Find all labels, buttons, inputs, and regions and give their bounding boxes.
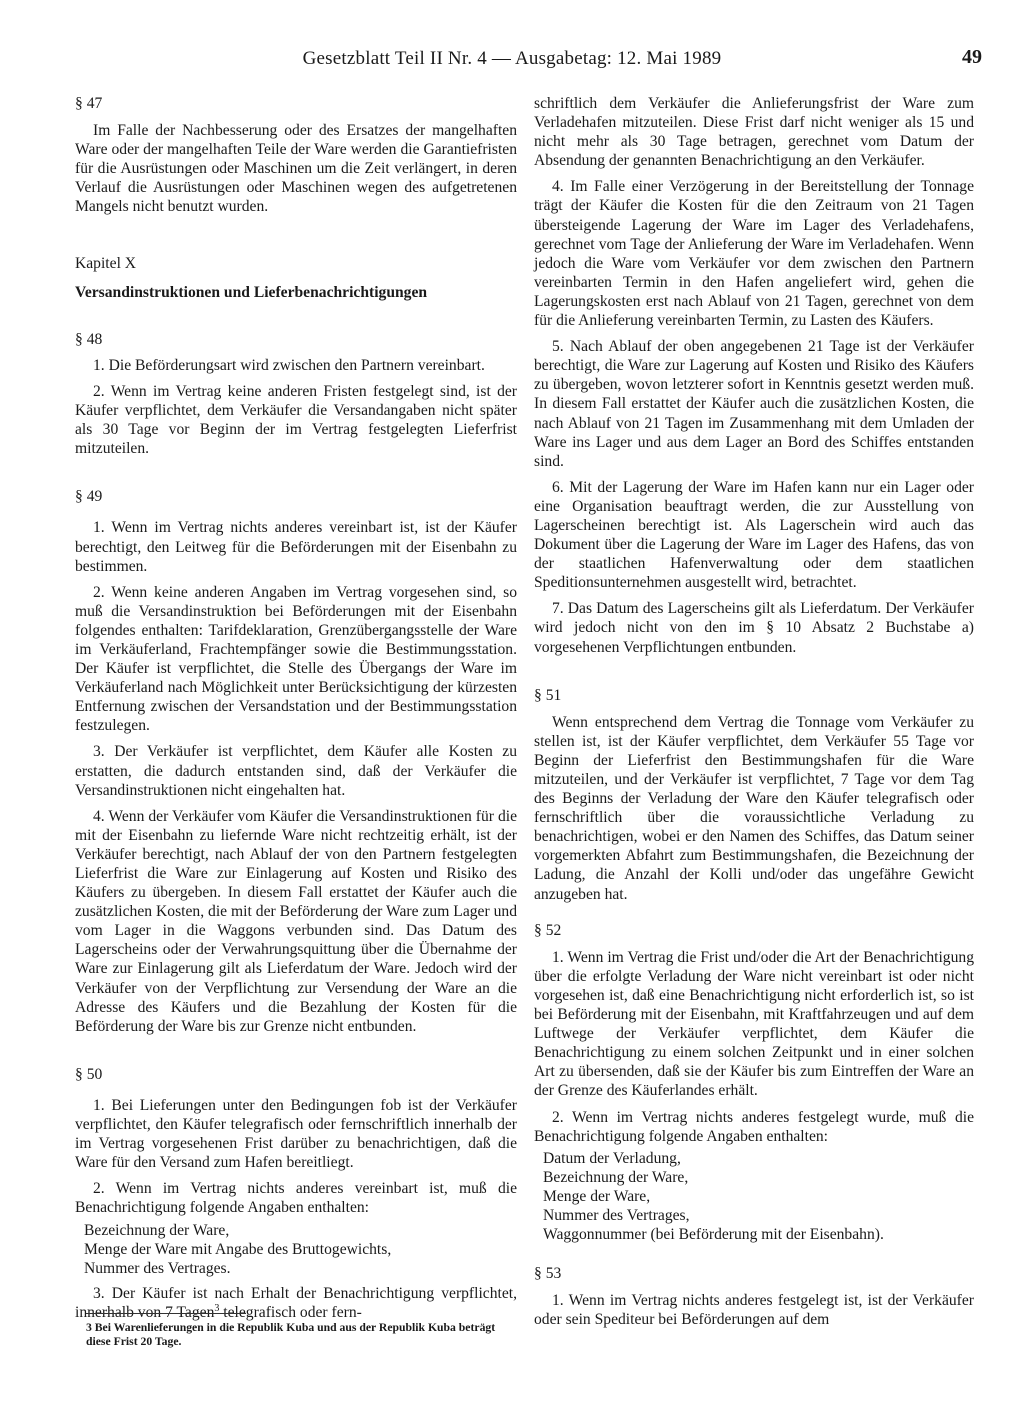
section-heading-51: § 51 (534, 686, 562, 704)
paragraph: 2. Wenn im Vertrag keine anderen Fristen festgelegt sind, ist der Käufer verpflichtet, dem Verkäufer die Versandangaben nicht später als 30 Tage vor Beginn der im Vertrag festgelegten Lieferfrist mitzuteilen. (75, 382, 517, 458)
paragraph: schriftlich dem Verkäufer die Anlieferungsfrist der Ware zum Verladehafen mitzuteilen. Diese Frist darf nicht weniger als 15 und nicht mehr als 30 Tage betragen, gerechnet vom Datum der Absendung der genannten Benachrichtigung an den Verkäufer. (534, 95, 974, 170)
section-heading-53: § 53 (534, 1265, 562, 1283)
paragraph-text: 3. Der Käufer ist nach Erhalt der Benachrichtigung verpflichtet, innerhalb von 7 Tagen (75, 1284, 517, 1321)
footnote-divider (86, 1313, 246, 1314)
list-item: Datum der Verladung, (543, 1149, 681, 1167)
paragraph-text: telegrafisch oder fern- (219, 1303, 362, 1321)
paragraph: Wenn entsprechend dem Vertrag die Tonnage vom Verkäufer zu stellen ist, ist der Käufer verpflichtet, dem Verkäufer 55 Tage vor Beginn der Lieferfrist den Bestimmungshafen für die Ware mitzuteilen, und der Verkäufer ist verpflichtet, 7 Tage vor dem Tag des Beginns der Verladung der Ware den Käufer telegrafisch oder fernschriftlich über die voraussichtliche Verladung zu benachrichtigen, wobei er den Namen des Schiffes, das Datum seiner vorgemerkten Abfahrt zum Bestimmungshafen, die Bezeichnung der Ladung, die Anzahl der Kolli und/oder das ungefähre Gewicht anzugeben hat. (534, 713, 974, 903)
paragraph: 2. Wenn keine anderen Angaben im Vertrag vorgesehen sind, so muß die Versandinstruktion bei Beförderungen mit der Eisenbahn folgendes enthalten: Tarifdeklaration, Grenzübergangsstelle der Ware im Verkäuferland, Frachtempfänger sowie die Bestimmungsstation. Der Käufer ist verpflichtet, die Stelle des Übergangs der Ware im Verkäuferland nach Möglichkeit unter Berücksichtigung der kürzesten Entfernung zwischen der Versandstation und der Bestimmungsstation festzulegen. (75, 583, 517, 735)
list-item: Menge der Ware, (543, 1187, 651, 1205)
paragraph: 1. Wenn im Vertrag die Frist und/oder die Art der Benachrichtigung über die erfolgte Verladung der Ware nicht vereinbart ist oder nicht vorgesehen ist, daß eine Benachrichtigung nicht erforderlich ist, so ist bei Beförderung mit der Eisenbahn, mit Kraftfahrzeugen und auf dem Luftwege der Verkäufer verpflichtet, dem Käufer die Benachrichtigung zu einem solchen Zeitpunkt und in einer solchen Art zu übersenden, daß sie der Käufer bis zum Eintreffen der Ware an der Grenze des Käuferlandes erhält. (534, 948, 974, 1100)
paragraph: 2. Wenn im Vertrag nichts anderes vereinbart ist, muß die Benachrichtigung folgende Angaben enthalten: (75, 1180, 517, 1217)
list-item: Waggonnummer (bei Beförderung mit der Eisenbahn). (543, 1226, 884, 1244)
paragraph: Im Falle der Nachbesserung oder des Ersatzes der mangelhaften Ware oder der mangelhaften Teile der Ware werden die Garantiefristen für die Ausrüstungen oder Maschinen um die Zeit verlängert, in deren Verlauf die Ausrüstungen oder Maschinen wegen des aufgetretenen Mangels nicht benutzt wurden. (75, 122, 517, 216)
paragraph: 5. Nach Ablauf der oben angegebenen 21 Tage ist der Verkäufer berechtigt, die Ware zur Lagerung auf Kosten und Risiko des Käufers zu übergeben, wovon letzterer sofort in Kenntnis gesetzt werden muß. In diesem Fall erstattet der Käufer auch die zusätzlichen Kosten, die nach Ablauf von 21 Tagen im Zusammenhang mit dem Umladen der Ware ins Lager und aus dem Lager an Bord des Schiffes entstanden sind. (534, 338, 974, 470)
paragraph: 2. Wenn im Vertrag nichts anderes festgelegt wurde, muß die Benachrichtigung folgende Angaben enthalten: (534, 1108, 974, 1145)
list-item: Menge der Ware mit Angabe des Bruttogewichts, (84, 1240, 392, 1258)
paragraph: 1. Wenn im Vertrag nichts anderes festgelegt ist, ist der Verkäufer oder sein Spediteur bei Beförderungen auf dem (534, 1292, 974, 1329)
section-heading-48: § 48 (75, 330, 103, 348)
footnote-marker: 3 (214, 1302, 220, 1314)
section-heading-47: § 47 (75, 95, 103, 112)
section-heading-49: § 49 (75, 488, 103, 506)
chapter-title: Versandinstruktionen und Lieferbenachrichtigungen (75, 283, 428, 301)
paragraph (75, 1284, 517, 1322)
paragraph: 1. Bei Lieferungen unter den Bedingungen fob ist der Verkäufer verpflichtet, den Käufer telegrafisch oder fernschriftlich innerhalb der im Vertrag vorgesehenen Frist darüber zu benachrichtigen, daß die Ware für den Versand zum Hafen bereitliegt. (75, 1096, 517, 1172)
page-number: 49 (962, 46, 982, 68)
list-item: Bezeichnung der Ware, (84, 1221, 230, 1239)
footnote: 3 Bei Warenlieferungen in die Republik Kuba und aus der Republik Kuba beträgt diese Frist 20 Tage. (86, 1321, 496, 1348)
right-column (534, 94, 974, 1336)
left-column (75, 94, 517, 1329)
list-item: Nummer des Vertrages, (543, 1206, 690, 1224)
paragraph: 1. Die Beförderungsart wird zwischen den Partnern vereinbart. (93, 356, 485, 374)
page-header (0, 44, 1024, 74)
paragraph: 6. Mit der Lagerung der Ware im Hafen kann nur ein Lager oder eine Organisation beauftragt werden, die zur Ausstellung von Lagerscheinen berechtigt ist. Als Lagerschein wird auch das Dokument über die Lagerung der Ware im Lager des Hafens, das von der staatlichen Hafenverwaltung oder dem staatlichen Speditionsunternehmen ausgestellt wird, betrachtet. (534, 478, 974, 592)
paragraph: 4. Im Falle einer Verzögerung in der Bereitstellung der Tonnage trägt der Käufer die Kosten für die den Zeitraum von 21 Tagen übersteigende Lagerung der Ware im Lager des Verladehafens, gerechnet vom Tage der Anlieferung der Ware im Verladehafen. Wenn jedoch die Ware vom Verkäufer vor dem zwischen den Partnern vereinbarten Termin in den Hafen angeliefert wird, gehen die Lagerungskosten erst nach Ablauf von 21 Tagen, gerechnet von dem für die Anlieferung vereinbarten Termin, zu Lasten des Käufers. (534, 178, 974, 330)
header-title: Gesetzblatt Teil II Nr. 4 — Ausgabetag: 12. Mai 1989 (302, 48, 722, 69)
paragraph: 4. Wenn der Verkäufer vom Käufer die Versandinstruktionen für die mit der Eisenbahn zu liefernde Ware nicht rechtzeitig erhält, ist der Verkäufer berechtigt, nach Ablauf der von den Partnern festgelegten Lieferfrist die Ware zur Einlagerung auf Kosten und Risiko des Käufers zu übergeben. In diesem Fall erstattet der Käufer auch die zusätzlichen Kosten, die mit der Beförderung der Ware zum Lager und vom Lager in die Waggons verbunden sind. Das Datum des Lagerscheins oder der Verwahrungsquittung über die Übernahme der Ware zur Einlagerung gilt als Lieferdatum der Ware. Jedoch wird der Verkäufer von der Verpflichtung zur Versendung der Ware an die Adresse des Käufers und die Bezahlung der Kosten für die Beförderung der Ware bis zur Grenze nicht entbunden. (75, 807, 517, 1035)
section-heading-52: § 52 (534, 921, 562, 939)
list-item: Bezeichnung der Ware, (543, 1168, 689, 1186)
chapter-number: Kapitel X (75, 254, 137, 272)
paragraph: 7. Das Datum des Lagerscheins gilt als Lieferdatum. Der Verkäufer wird jedoch nicht von den im § 10 Absatz 2 Buchstabe a) vorgesehenen Verpflichtungen entbunden. (534, 600, 974, 656)
section-heading-50: § 50 (75, 1065, 103, 1083)
paragraph: 3. Der Verkäufer ist verpflichtet, dem Käufer alle Kosten zu erstatten, die dadurch entstanden sind, daß der Verkäufer die Versandinstruktionen nicht eingehalten hat. (75, 743, 517, 799)
list-item: Nummer des Vertrages. (84, 1259, 231, 1277)
paragraph: 1. Wenn im Vertrag nichts anderes vereinbart ist, ist der Käufer berechtigt, den Leitweg für die Beförderungen mit der Eisenbahn zu bestimmen. (75, 519, 517, 575)
